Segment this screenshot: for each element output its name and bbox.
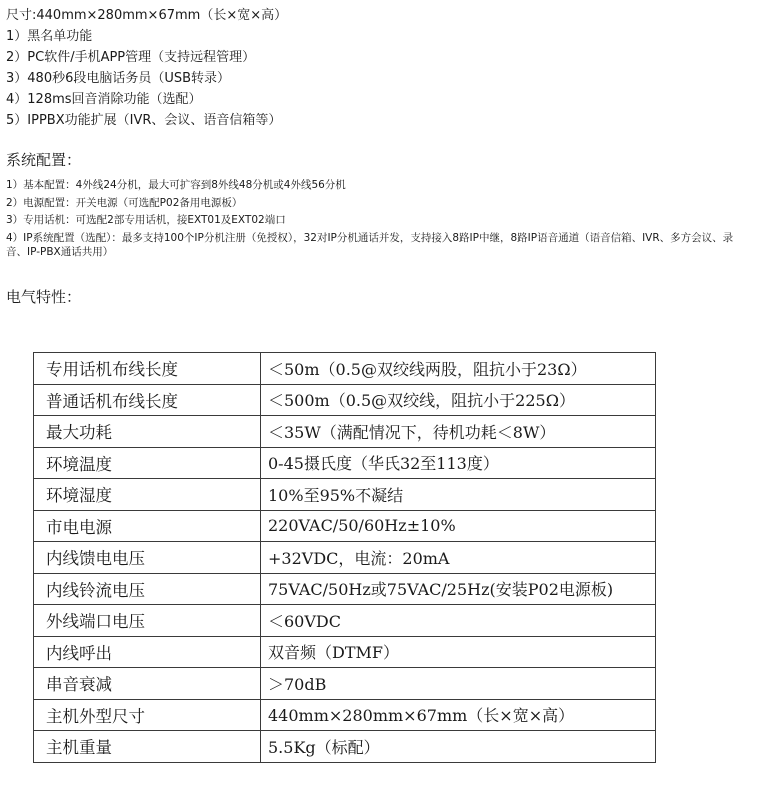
table-row (34, 636, 656, 668)
spec-value: 75VAC/50Hz或75VAC/25Hz(安装P02电源板) (261, 573, 656, 605)
spec-value: ＜60VDC (261, 605, 656, 637)
spec-value: ＜50m（0.5@双绞线两股，阻抗小于23Ω） (261, 353, 656, 385)
spec-value: +32VDC，电流：20mA (261, 542, 656, 574)
system-config-item-1: 1）基本配置：4外线24分机，最大可扩容到8外线48分机或4外线56分机 (6, 179, 346, 191)
table-row (34, 731, 656, 763)
feature-item-1: 1）黑名单功能 (6, 29, 93, 44)
spec-label: 外线端口电压 (34, 605, 261, 637)
spec-label: 内线铃流电压 (34, 573, 261, 605)
system-config-item-3: 3）专用话机：可选配2部专用话机，接EXT01及EXT02端口 (6, 214, 286, 226)
feature-item-5: 5）IPPBX功能扩展（IVR、会议、语音信箱等） (6, 113, 282, 128)
spec-label: 内线馈电电压 (34, 542, 261, 574)
spec-label: 串音衰减 (34, 668, 261, 700)
system-config-item-2: 2）电源配置：开关电源（可选配P02备用电源板） (6, 197, 243, 209)
spec-value: ＜500m（0.5@双绞线，阻抗小于225Ω） (261, 384, 656, 416)
table-row (34, 416, 656, 448)
spec-label: 专用话机布线长度 (34, 353, 261, 385)
spec-value: 220VAC/50/60Hz±10% (261, 510, 656, 542)
spec-value: 0-45摄氏度（华氏32至113度） (261, 447, 656, 479)
system-config-heading: 系统配置： (6, 151, 82, 169)
feature-item-3: 3）480秒6段电脑话务员（USB转录） (6, 71, 231, 86)
spec-value: ＜35W（满配情况下，待机功耗＜8W） (261, 416, 656, 448)
spec-value: ＞70dB (261, 668, 656, 700)
spec-label: 环境湿度 (34, 479, 261, 511)
table-row (34, 542, 656, 574)
spec-label: 普通话机布线长度 (34, 384, 261, 416)
spec-label: 市电电源 (34, 510, 261, 542)
electrical-heading: 电气特性： (6, 288, 82, 306)
spec-value: 5.5Kg（标配） (261, 731, 656, 763)
table-row (34, 479, 656, 511)
table-row (34, 605, 656, 637)
spec-value: 10%至95%不凝结 (261, 479, 656, 511)
table-row (34, 573, 656, 605)
table-row (34, 447, 656, 479)
spec-label: 内线呼出 (34, 636, 261, 668)
system-config-item-4: 4）IP系统配置（选配）：最多支持100个IP分机注册（免授权），32对IP分机通话并发，支持接入8路IP中继，8路IP语音通道（语音信箱、IVR、多方会议、录音、IP-PBX通话共用） (6, 232, 734, 258)
spec-label: 主机外型尺寸 (34, 699, 261, 731)
spec-label: 主机重量 (34, 731, 261, 763)
spec-value: 双音频（DTMF） (261, 636, 656, 668)
spec-label: 最大功耗 (34, 416, 261, 448)
feature-item-4: 4）128ms回音消除功能（选配） (6, 92, 202, 107)
electrical-spec-table (33, 352, 656, 763)
size-line: 尺寸:440mm×280mm×67mm（长×宽×高） (6, 8, 288, 23)
spec-value: 440mm×280mm×67mm（长×宽×高） (261, 699, 656, 731)
table-row (34, 384, 656, 416)
table-row (34, 353, 656, 385)
table-row (34, 668, 656, 700)
table-row (34, 510, 656, 542)
feature-item-2: 2）PC软件/手机APP管理（支持远程管理） (6, 50, 256, 65)
spec-label: 环境温度 (34, 447, 261, 479)
table-row (34, 699, 656, 731)
